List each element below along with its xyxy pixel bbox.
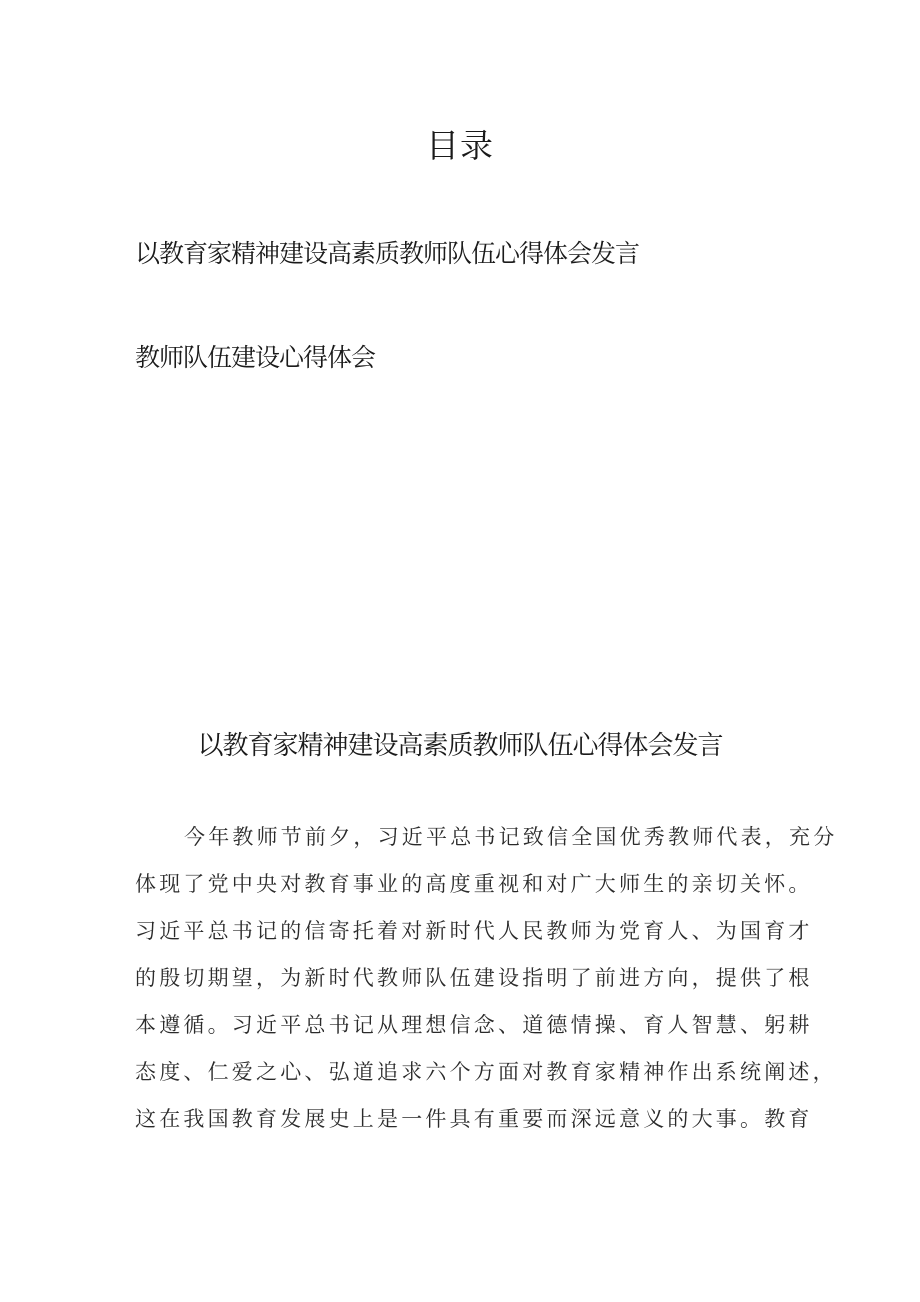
article-title: 以教育家精神建设高素质教师队伍心得体会发言 xyxy=(197,731,723,761)
toc-title: 目录 xyxy=(426,126,494,165)
body-text-line: 今年教师节前夕，习近平总书记致信全国优秀教师代表，充分 xyxy=(184,825,838,849)
toc-entry[interactable]: 教师队伍建设心得体会 xyxy=(135,343,376,372)
body-text-line: 这在我国教育发展史上是一件具有重要而深远意义的大事。教育 xyxy=(135,1107,813,1131)
body-text-line: 习近平总书记的信寄托着对新时代人民教师为党育人、为国育才 xyxy=(135,919,813,943)
body-text-line: 本遵循。习近平总书记从理想信念、道德情操、育人智慧、躬耕 xyxy=(135,1013,813,1037)
body-text-line: 体现了党中央对教育事业的高度重视和对广大师生的亲切关怀。 xyxy=(135,872,813,896)
toc-entry[interactable]: 以教育家精神建设高素质教师队伍心得体会发言 xyxy=(135,239,640,268)
body-text-line: 的殷切期望，为新时代教师队伍建设指明了前进方向，提供了根 xyxy=(135,966,813,990)
body-text-line: 态度、仁爱之心、弘道追求六个方面对教育家精神作出系统阐述， xyxy=(135,1060,837,1084)
